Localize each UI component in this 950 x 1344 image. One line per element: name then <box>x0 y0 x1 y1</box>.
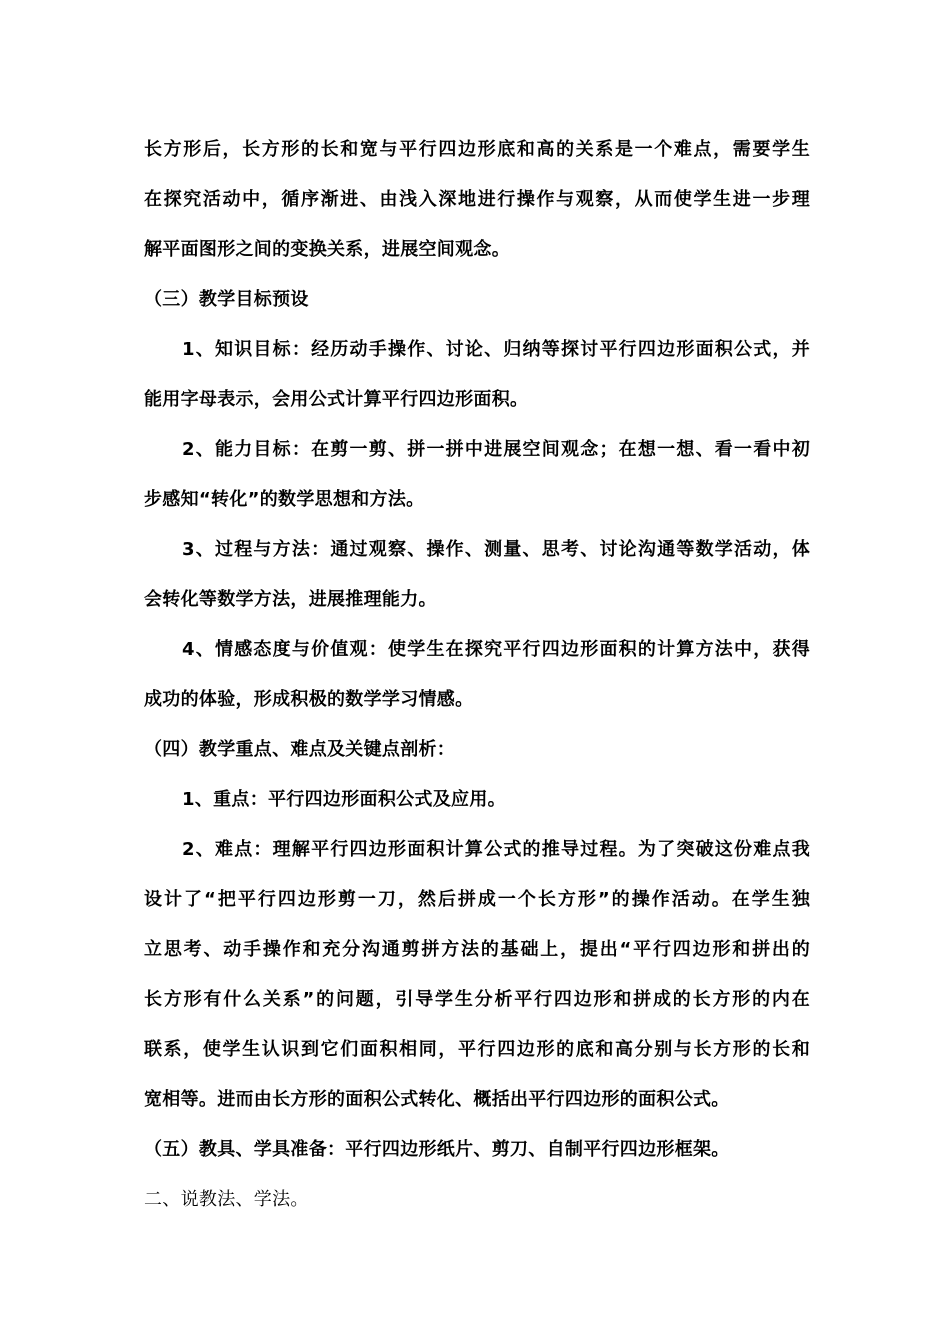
paragraph-line: 步感知“转化”的数学思想和方法。 <box>144 489 425 510</box>
paragraph-line: 会转化等数学方法，进展推理能力。 <box>144 589 437 610</box>
paragraph-line: 联系，使学生认识到它们面积相同，平行四边形的底和高分别与长方形的长和 <box>144 1039 810 1060</box>
section-heading: （三）教学目标预设 <box>144 289 309 310</box>
paragraph-line: 1、知识目标：经历动手操作、讨论、归纳等探讨平行四边形面积公式，并 <box>182 339 810 360</box>
section-heading: （四）教学重点、难点及关键点剖析： <box>144 739 456 760</box>
section-heading: （五）教具、学具准备：平行四边形纸片、剪刀、自制平行四边形框架。 <box>144 1139 730 1160</box>
paragraph-line: 设计了“把平行四边形剪一刀，然后拼成一个长方形”的操作活动。在学生独 <box>144 889 810 910</box>
paragraph-line: 3、过程与方法：通过观察、操作、测量、思考、讨论沟通等数学活动，体 <box>182 539 810 560</box>
paragraph-line: 在探究活动中，循序渐进、由浅入深地进行操作与观察，从而使学生进一步理 <box>144 189 810 210</box>
chapter-heading: 二、说教法、学法。 <box>144 1189 309 1210</box>
paragraph-line: 能用字母表示，会用公式计算平行四边形面积。 <box>144 389 529 410</box>
paragraph-line: 立思考、动手操作和充分沟通剪拼方法的基础上，提出“平行四边形和拼出的 <box>144 939 810 960</box>
paragraph-line: 长方形有什么关系”的问题，引导学生分析平行四边形和拼成的长方形的内在 <box>144 989 810 1010</box>
paragraph-line: 2、难点：理解平行四边形面积计算公式的推导过程。为了突破这份难点我 <box>182 839 810 860</box>
paragraph-line: 4、情感态度与价值观：使学生在探究平行四边形面积的计算方法中，获得 <box>182 639 810 660</box>
paragraph-line: 2、能力目标：在剪一剪、拼一拼中进展空间观念；在想一想、看一看中初 <box>182 439 810 460</box>
paragraph-line: 1、重点：平行四边形面积公式及应用。 <box>182 789 506 810</box>
paragraph-line: 长方形后，长方形的长和宽与平行四边形底和高的关系是一个难点，需要学生 <box>144 139 810 160</box>
paragraph-line: 宽相等。进而由长方形的面积公式转化、概括出平行四边形的面积公式。 <box>144 1089 730 1110</box>
paragraph-line: 成功的体验，形成积极的数学学习情感。 <box>144 689 474 710</box>
paragraph-line: 解平面图形之间的变换关系，进展空间观念。 <box>144 239 510 260</box>
